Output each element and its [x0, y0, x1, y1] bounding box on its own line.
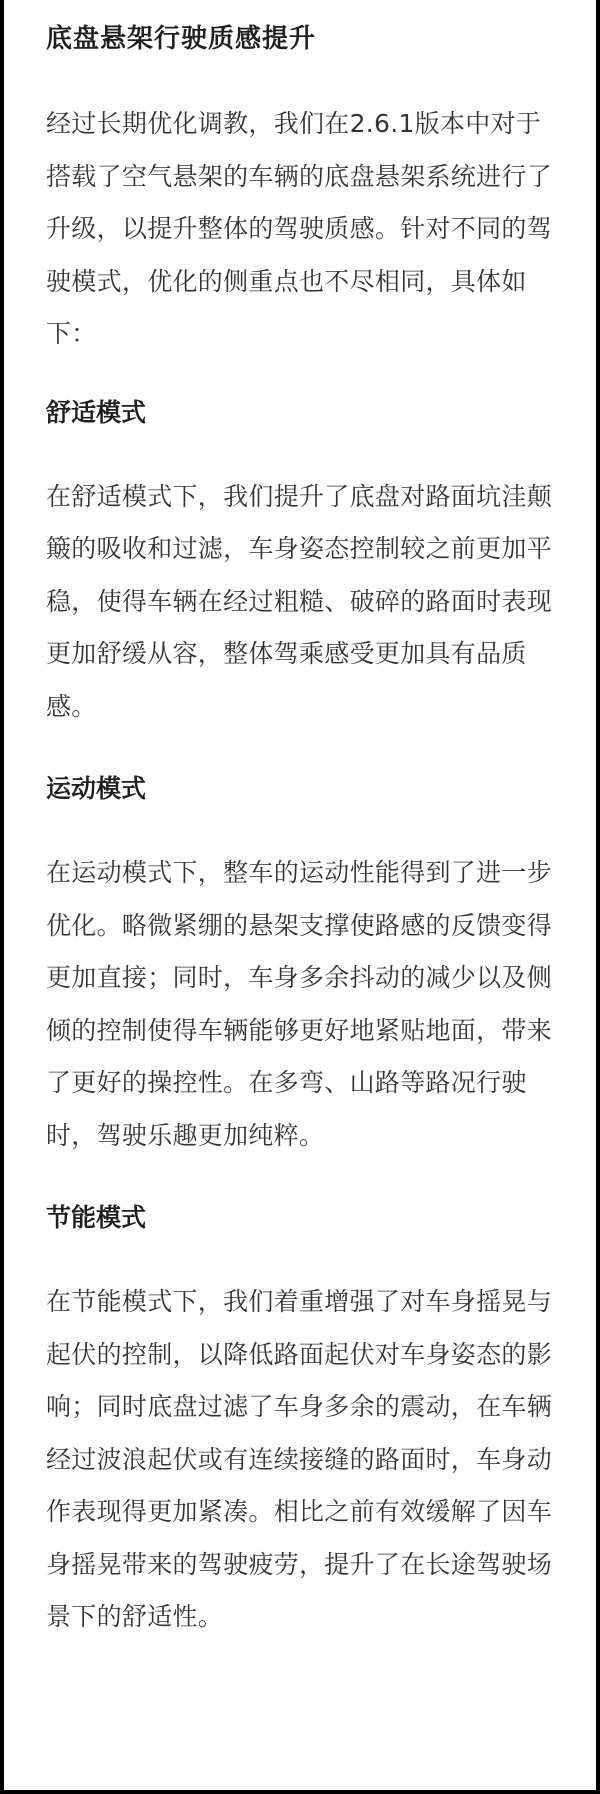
- intro-paragraph: 经过长期优化调教，我们在2.6.1版本中对于搭载了空气悬架的车辆的底盘悬架系统进行了升级，以提升整体的驾驶质感。针对不同的驾驶模式，优化的侧重点也不尽相同，具体如下：: [46, 109, 553, 348]
- article-card: [4, 0, 596, 1790]
- section-sport-mode: [46, 767, 554, 1162]
- section-body: 在节能模式下，我们着重增强了对车身摇晃与起伏的控制，以降低路面起伏对车身姿态的影响；同时底盘过滤了车身多余的震动，在车辆经过波浪起伏或有连续接缝的路面时，车身动作表现得更加紧凑。相比之前有效缓解了因车身摇晃带来的驾驶疲劳，提升了在长途驾驶场景下的舒适性。: [46, 1287, 553, 1631]
- section-eco-mode: [46, 1196, 554, 1644]
- section-heading: 运动模式: [46, 774, 147, 803]
- section-body: 在运动模式下，整车的运动性能得到了进一步优化。略微紧绷的悬架支撑使路感的反馈变得更加直接；同时，车身多余抖动的减少以及侧倾的控制使得车辆能够更好地紧贴地面，带来了更好的操控性。在多弯、山路等路况行驶时，驾驶乐趣更加纯粹。: [46, 858, 553, 1150]
- section-heading: 节能模式: [46, 1203, 147, 1232]
- section-body: 在舒适模式下，我们提升了底盘对路面坑洼颠簸的吸收和过滤，车身姿态控制较之前更加平稳，使得车辆在经过粗糙、破碎的路面时表现更加舒缓从容，整体驾乘感受更加具有品质感。: [46, 481, 553, 721]
- section-comfort-mode: [46, 391, 554, 734]
- article-title: 底盘悬架行驶质感提升: [46, 24, 317, 54]
- section-heading: 舒适模式: [46, 397, 147, 427]
